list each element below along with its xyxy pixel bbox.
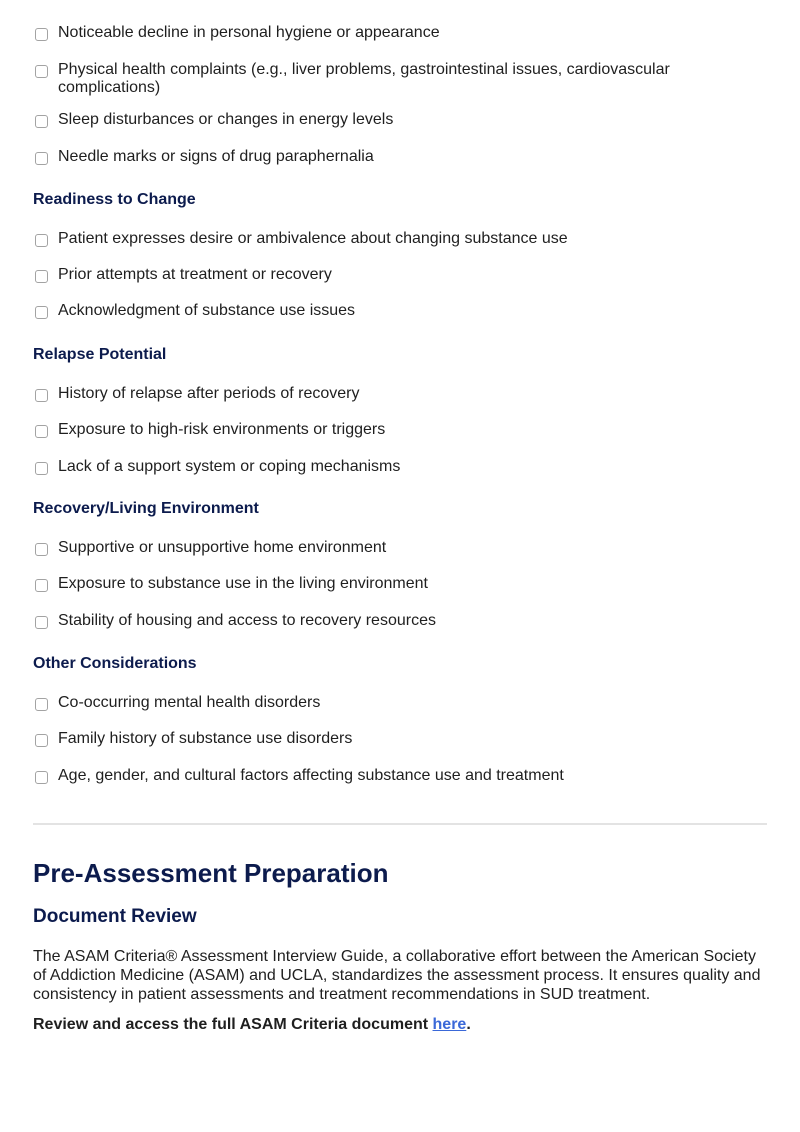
checkbox[interactable] <box>35 306 48 319</box>
checkbox[interactable] <box>35 65 48 78</box>
section-subtitle: Document Review <box>33 906 197 927</box>
checklist-item-label: Sleep disturbances or changes in energy levels <box>58 111 394 128</box>
page-title: Pre-Assessment Preparation <box>33 858 389 888</box>
checklist-item-label: Needle marks or signs of drug paraphernalia <box>58 148 374 165</box>
checkbox[interactable] <box>35 28 48 41</box>
checkbox[interactable] <box>35 462 48 475</box>
checkbox[interactable] <box>35 579 48 592</box>
checklist-item-label: Patient expresses desire or ambivalence about changing substance use <box>58 230 568 247</box>
checklist-item-label: Exposure to substance use in the living environment <box>58 575 428 592</box>
checklist-item-label: Acknowledgment of substance use issues <box>58 302 356 319</box>
section-heading-recovery-environment: Recovery/Living Environment <box>33 500 259 517</box>
checkbox[interactable] <box>35 425 48 438</box>
checkbox[interactable] <box>35 152 48 165</box>
checklist-item-label: Co-occurring mental health disorders <box>58 694 321 711</box>
checklist-item-label: Lack of a support system or coping mechanisms <box>58 458 401 475</box>
section-heading-relapse: Relapse Potential <box>33 346 167 363</box>
checklist-item-label: Exposure to high-risk environments or triggers <box>58 421 386 438</box>
checklist-item-label: Supportive or unsupportive home environment <box>58 539 387 556</box>
review-end: . <box>466 1016 471 1033</box>
section-heading-readiness: Readiness to Change <box>33 191 196 208</box>
checkbox[interactable] <box>35 389 48 402</box>
checkbox[interactable] <box>35 771 48 784</box>
checklist-item-label: History of relapse after periods of recovery <box>58 385 360 402</box>
here-link[interactable]: here <box>432 1016 467 1033</box>
review-line <box>33 1015 471 1035</box>
checkbox[interactable] <box>35 543 48 556</box>
description-paragraph: The ASAM Criteria® Assessment Interview Guide, a collaborative effort between the American Society of Addiction Medicine (ASAM) and UCLA, standardizes the assessment process. It ensures quality and consistency in patient assessments and treatment recommendations in SUD treatment. <box>33 948 761 1003</box>
checkbox[interactable] <box>35 698 48 711</box>
review-text: Review and access the full ASAM Criteria document <box>33 1016 433 1033</box>
checklist-item-label: Physical health complaints (e.g., liver problems, gastrointestinal issues, cardiovascular complications) <box>58 61 670 96</box>
checklist-item-label: Noticeable decline in personal hygiene or appearance <box>58 24 440 41</box>
checkbox[interactable] <box>35 115 48 128</box>
checkbox[interactable] <box>35 270 48 283</box>
section-heading-other-considerations: Other Considerations <box>33 655 197 672</box>
checklist-item-label: Family history of substance use disorders <box>58 730 353 747</box>
checkbox[interactable] <box>35 734 48 747</box>
checklist-item-label: Age, gender, and cultural factors affecting substance use and treatment <box>58 767 564 784</box>
checkbox[interactable] <box>35 616 48 629</box>
checklist-item-label: Stability of housing and access to recovery resources <box>58 612 436 629</box>
checklist-item-label: Prior attempts at treatment or recovery <box>58 266 332 283</box>
checkbox[interactable] <box>35 234 48 247</box>
section-divider <box>33 823 767 825</box>
